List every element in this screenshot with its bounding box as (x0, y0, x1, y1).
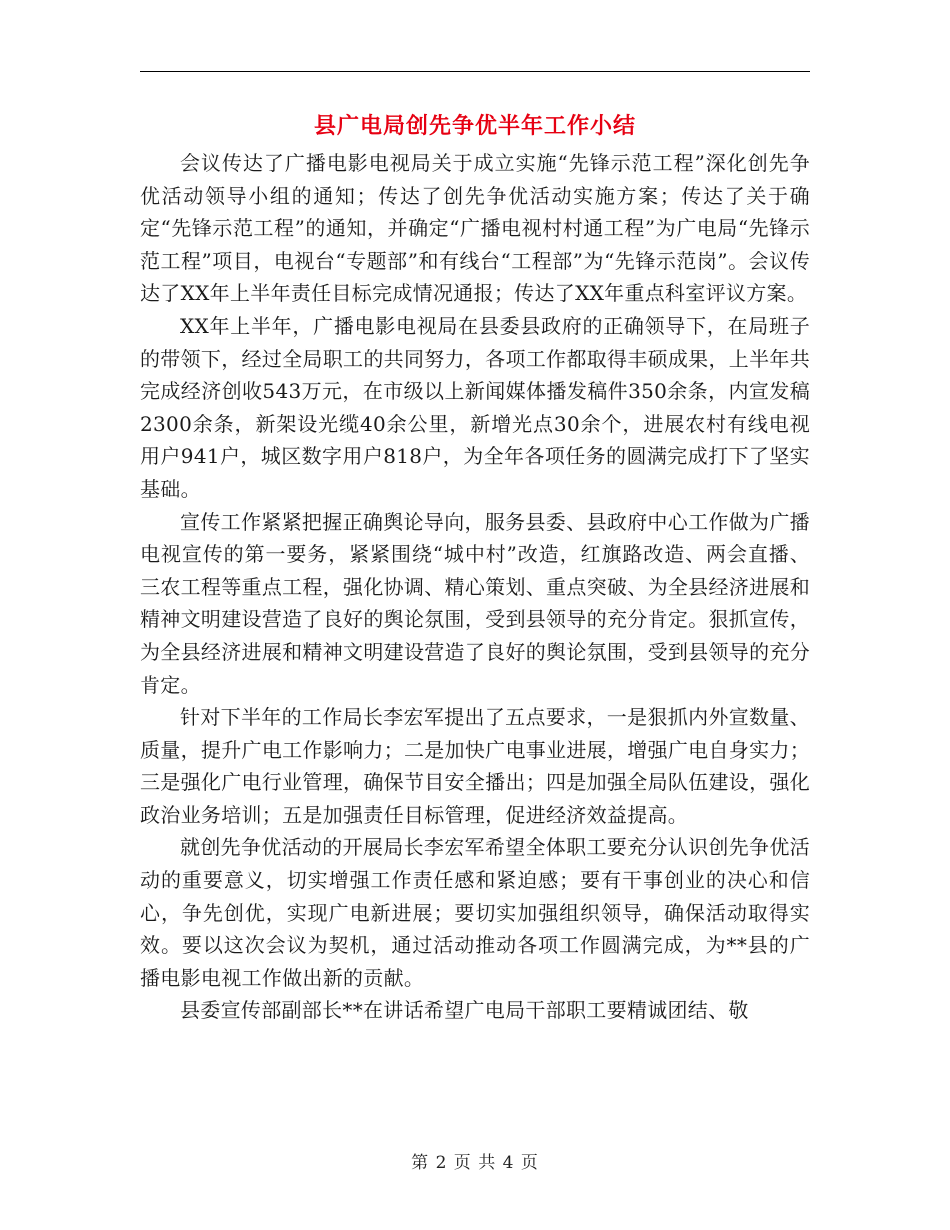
page-footer (0, 1151, 950, 1175)
page-number: 第 2 页 共 4 页 (411, 1153, 539, 1173)
body-paragraph-4: 针对下半年的工作局长李宏军提出了五点要求，一是狠抓内外宣数量、质量，提升广电工作影响力；二是加快广电事业进展，增强广电自身实力；三是强化广电行业管理，确保节目安全播出；四是加强全局队伍建设，强化政治业务培训；五是加强责任目标管理，促进经济效益提高。 (140, 705, 810, 827)
body-paragraph-1: 会议传达了广播电影电视局关于成立实施“先锋示范工程”深化创先争优活动领导小组的通知；传达了创先争优活动实施方案；传达了关于确定“先锋示范工程”的通知，并确定“广播电视村村通工程”为广电局“先锋示范工程”项目，电视台“专题部”和有线台“工程部”为“先锋示范岗”。会议传达了XX年上半年责任目标完成情况通报；传达了XX年重点科室评议方案。 (140, 151, 810, 306)
body-paragraph-2: XX年上半年，广播电影电视局在县委县政府的正确领导下，在局班子的带领下，经过全局职工的共同努力，各项工作都取得丰硕成果，上半年共完成经济创收543万元，在市级以上新闻媒体播发稿件350余条，内宣发稿2300余条，新架设光缆40余公里，新增光点30余个，进展农村有线电视用户941户，城区数字用户818户，为全年各项任务的圆满完成打下了坚实基础。 (140, 313, 810, 501)
body-paragraph-3: 宣传工作紧紧把握正确舆论导向，服务县委、县政府中心工作做为广播电视宣传的第一要务，紧紧围绕“城中村”改造，红旗路改造、两会直播、三农工程等重点工程，强化协调、精心策划、重点突破、为全县经济进展和精神文明建设营造了良好的舆论氛围，受到县领导的充分肯定。狠抓宣传，为全县经济进展和精神文明建设营造了良好的舆论氛围，受到县领导的充分肯定。 (140, 509, 810, 697)
header-rule (140, 71, 810, 72)
document-title: 县广电局创先争优半年工作小结 (313, 113, 636, 139)
body-paragraph-6: 县委宣传部副部长**在讲话希望广电局干部职工要精诚团结、敬 (180, 998, 749, 1023)
body-paragraph-5: 就创先争优活动的开展局长李宏军希望全体职工要充分认识创先争优活动的重要意义，切实增强工作责任感和紧迫感；要有干事创业的决心和信心，争先创优，实现广电新进展；要切实加强组织领导，确保活动取得实效。要以这次会议为契机，通过活动推动各项工作圆满完成，为**县的广播电影电视工作做出新的贡献。 (140, 835, 810, 990)
document-body (140, 147, 810, 1027)
